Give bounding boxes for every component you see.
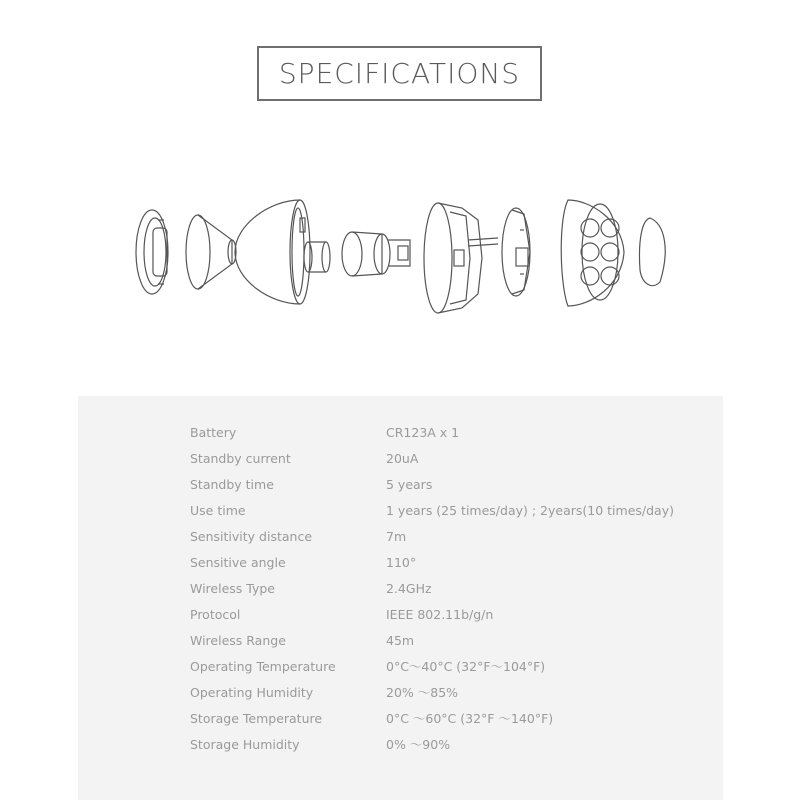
dome-housing-part: [235, 200, 310, 304]
spec-row-standby-current: [78, 446, 723, 472]
spec-label: Protocol: [190, 607, 241, 622]
spec-value: 20% ～85%: [386, 685, 459, 700]
spec-value: 0°C ～60°C (32°F ～140°F): [386, 711, 554, 726]
spec-row-battery: [78, 420, 723, 446]
spec-row-wireless-type: [78, 576, 723, 602]
spec-value: 2.4GHz: [386, 581, 432, 596]
spec-value: 0°C～40°C (32°F～104°F): [386, 659, 546, 674]
spec-row-protocol: [78, 602, 723, 628]
front-cap-part: [639, 218, 665, 286]
lens-cover-part: [561, 200, 624, 306]
spec-label: Storage Temperature: [190, 711, 323, 726]
spec-row-storage-temperature: [78, 706, 723, 732]
spec-value: 7m: [386, 529, 407, 544]
spec-label: Wireless Type: [190, 581, 275, 596]
spec-label: Standby current: [190, 451, 291, 466]
spec-row-operating-temperature: [78, 654, 723, 680]
sensor-module-part: [342, 232, 410, 276]
spec-row-standby-time: [78, 472, 723, 498]
spec-row-sensitive-angle: [78, 550, 723, 576]
spec-value: 1 years (25 times/day) ; 2years(10 times/day): [386, 503, 674, 518]
base-plate-part: [136, 210, 168, 294]
cylinder-part: [304, 242, 330, 272]
spec-label: Operating Humidity: [190, 685, 314, 700]
spec-row-wireless-range: [78, 628, 723, 654]
spec-value: 0% ～90%: [386, 737, 451, 752]
specifications-panel: [78, 396, 723, 800]
spec-label: Battery: [190, 425, 237, 440]
page-title: SPECIFICATIONS: [278, 57, 521, 90]
spec-label: Use time: [190, 503, 246, 518]
spec-label: Storage Humidity: [190, 737, 300, 752]
spec-row-sensitivity-distance: [78, 524, 723, 550]
lens-cone-part: [186, 215, 236, 289]
spec-row-use-time: [78, 498, 723, 524]
spec-label: Sensitivity distance: [190, 529, 313, 544]
spec-label: Sensitive angle: [190, 555, 286, 570]
spec-label: Wireless Range: [190, 633, 286, 648]
main-body-part: [424, 203, 498, 313]
exploded-sensor-diagram-icon: [120, 190, 680, 330]
spec-row-storage-humidity: [78, 732, 723, 758]
spec-label: Operating Temperature: [190, 659, 336, 674]
spec-value: 45m: [386, 633, 415, 648]
spec-value: 5 years: [386, 477, 433, 492]
spec-label: Standby time: [190, 477, 274, 492]
spec-value: 110°: [386, 555, 417, 570]
spec-value: IEEE 802.11b/g/n: [386, 607, 494, 622]
circuit-board-part: [502, 208, 530, 296]
title-box: [257, 46, 542, 101]
spec-value: 20uA: [386, 451, 419, 466]
spec-row-operating-humidity: [78, 680, 723, 706]
spec-value: CR123A x 1: [386, 425, 460, 440]
